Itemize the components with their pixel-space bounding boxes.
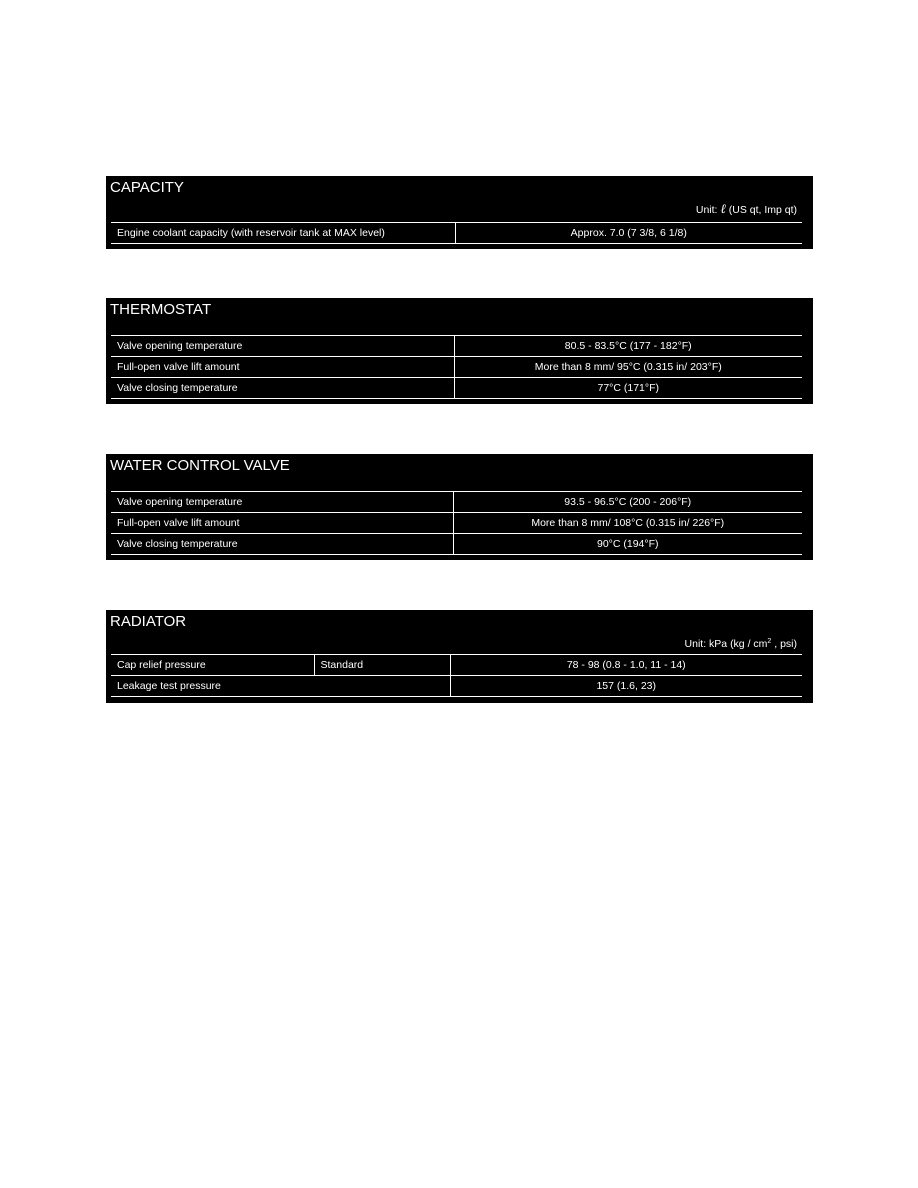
spec-value: 78 - 98 (0.8 - 1.0, 11 - 14) [450,655,802,676]
spec-label: Valve closing temperature [111,378,454,399]
spec-label: Cap relief pressure [111,655,314,676]
radiator-unit-prefix: Unit: kPa (kg / cm [684,638,768,650]
spec-value: 157 (1.6, 23) [450,676,802,697]
table-row [111,492,802,513]
capacity-unit-prefix: Unit: [695,204,718,216]
spec-label: Valve opening temperature [111,492,453,513]
capacity-unit [696,203,797,217]
spec-value: More than 8 mm/ 95°C (0.315 in/ 203°F) [454,357,802,378]
radiator-unit [685,635,797,651]
radiator-unit-sup: 2 [767,638,772,645]
water-control-valve-table [111,491,802,555]
thermostat-title: THERMOSTAT [110,301,212,318]
table-row [111,676,802,697]
water-control-valve-title: WATER CONTROL VALVE [110,457,290,474]
table-row [111,378,802,399]
thermostat-table [111,335,802,399]
table-row [111,655,802,676]
capacity-table [111,222,802,244]
liter-symbol: ℓ [720,202,726,217]
table-row [111,513,802,534]
spec-label: Full-open valve lift amount [111,513,453,534]
spec-value: 90°C (194°F) [453,534,802,555]
spec-sub-label: Standard [314,655,450,676]
spec-value: 80.5 - 83.5°C (177 - 182°F) [454,336,802,357]
radiator-unit-suffix: , psi) [774,638,797,650]
thermostat-section [106,298,813,404]
capacity-title: CAPACITY [110,179,184,196]
capacity-section [106,176,813,249]
radiator-table [111,654,802,697]
spec-label: Full-open valve lift amount [111,357,454,378]
spec-label: Valve closing temperature [111,534,453,555]
radiator-section [106,610,813,703]
spec-value: 93.5 - 96.5°C (200 - 206°F) [453,492,802,513]
radiator-title: RADIATOR [110,613,187,630]
table-row [111,534,802,555]
spec-value: 77°C (171°F) [454,378,802,399]
spec-value: More than 8 mm/ 108°C (0.315 in/ 226°F) [453,513,802,534]
capacity-unit-suffix: (US qt, Imp qt) [728,204,797,216]
spec-label: Engine coolant capacity (with reservoir tank at MAX level) [111,223,455,244]
water-control-valve-section [106,454,813,560]
table-row [111,223,802,244]
spec-value: Approx. 7.0 (7 3/8, 6 1/8) [455,223,802,244]
table-row [111,357,802,378]
spec-label: Leakage test pressure [111,676,450,697]
spec-label: Valve opening temperature [111,336,454,357]
table-row [111,336,802,357]
